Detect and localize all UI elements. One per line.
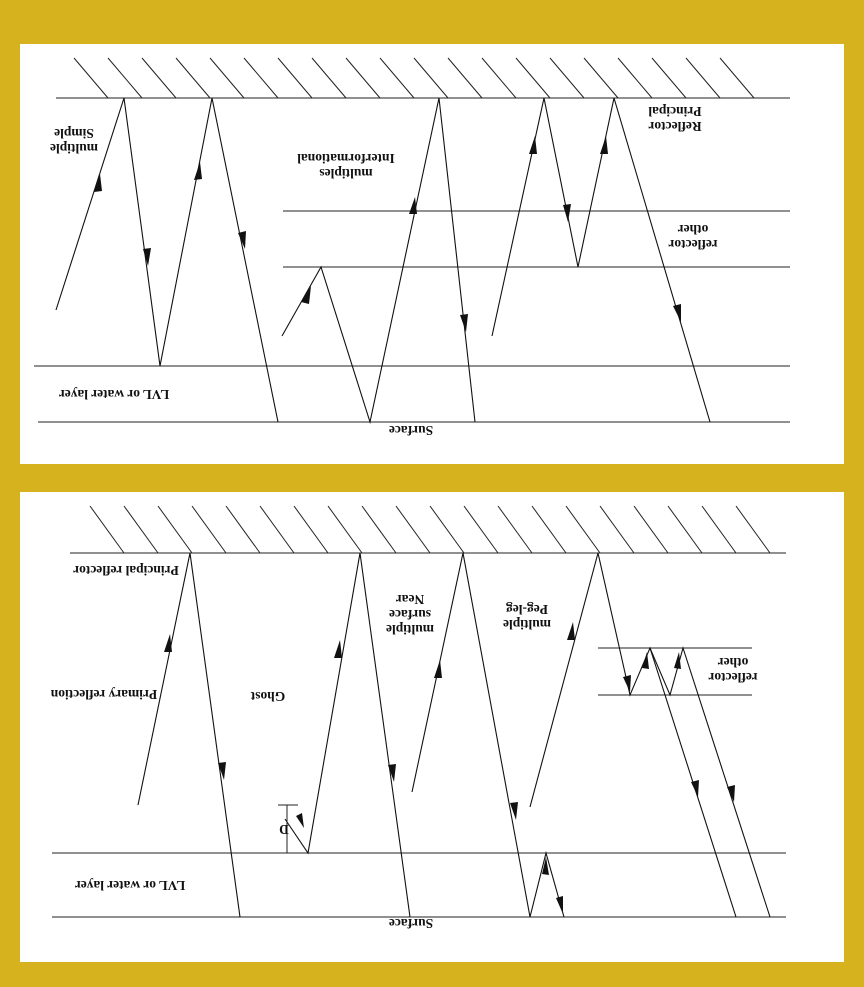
lvl-layer-label-top: LVL or water layer [58, 387, 170, 402]
hatch-mark [176, 58, 210, 98]
hatch-mark [464, 506, 498, 553]
hatch-mark [294, 506, 328, 553]
hatch-mark [736, 506, 770, 553]
peg-leg-multiple-label: multiple Peg-leg [503, 602, 552, 632]
hatch-mark [210, 58, 244, 98]
hatch-mark [652, 58, 686, 98]
other-reflector-multiple-ray [492, 98, 710, 422]
hatch-mark [686, 58, 720, 98]
hatch-mark [244, 58, 278, 98]
hatch-mark [550, 58, 584, 98]
hatch-mark [482, 58, 516, 98]
hatch-mark [124, 506, 158, 553]
hatch-mark [312, 58, 346, 98]
hatch-mark [498, 506, 532, 553]
lvl-layer-label-bottom: LVL or water layer [74, 878, 186, 893]
hatch-mark [192, 506, 226, 553]
hatch-mark [328, 506, 362, 553]
hatch-mark [414, 58, 448, 98]
hatch-mark [90, 506, 124, 553]
principal-reflector-label-bottom: Principal reflector [73, 563, 179, 578]
hatch-mark [74, 58, 108, 98]
hatch-mark [566, 506, 600, 553]
peg-leg-multiple-ray [530, 553, 770, 917]
simple-multiple-label: multiple Simple [50, 126, 99, 156]
principal-reflector-label-top: Reflector Principal [648, 104, 702, 134]
hatch-mark [516, 58, 550, 98]
hatch-mark [720, 58, 754, 98]
hatch-mark [430, 506, 464, 553]
principal-reflector-hatching [74, 58, 754, 98]
hatch-mark [668, 506, 702, 553]
principal-reflector-hatching [90, 506, 770, 553]
hatch-mark [346, 58, 380, 98]
interformational-multiples-label: multiples Interformational [297, 151, 395, 181]
near-surface-multiple-label: multiple surface Near [386, 592, 435, 637]
top-panel [20, 44, 844, 464]
surface-label-top: Surface [388, 423, 434, 438]
interformational-multiple-ray [282, 98, 475, 422]
hatch-mark [448, 58, 482, 98]
hatch-mark [278, 58, 312, 98]
hatch-mark [600, 506, 634, 553]
hatch-mark [584, 58, 618, 98]
hatch-mark [108, 58, 142, 98]
hatch-mark [260, 506, 294, 553]
ghost-label: Ghost [250, 689, 286, 704]
hatch-mark [618, 58, 652, 98]
bottom-panel [20, 492, 844, 962]
surface-label-bottom: Surface [388, 916, 434, 931]
other-reflector-label-bottom: reflector other [708, 655, 758, 685]
hatch-mark [380, 58, 414, 98]
hatch-mark [396, 506, 430, 553]
hatch-mark [362, 506, 396, 553]
depth-marker-label: D [279, 822, 289, 837]
primary-reflection-label: Primary reflection [50, 687, 158, 702]
hatch-mark [532, 506, 566, 553]
hatch-mark [634, 506, 668, 553]
primary-reflection-ray [138, 553, 240, 917]
hatch-mark [158, 506, 192, 553]
hatch-mark [702, 506, 736, 553]
other-reflector-label-top: reflector other [668, 222, 718, 252]
hatch-mark [142, 58, 176, 98]
hatch-mark [226, 506, 260, 553]
